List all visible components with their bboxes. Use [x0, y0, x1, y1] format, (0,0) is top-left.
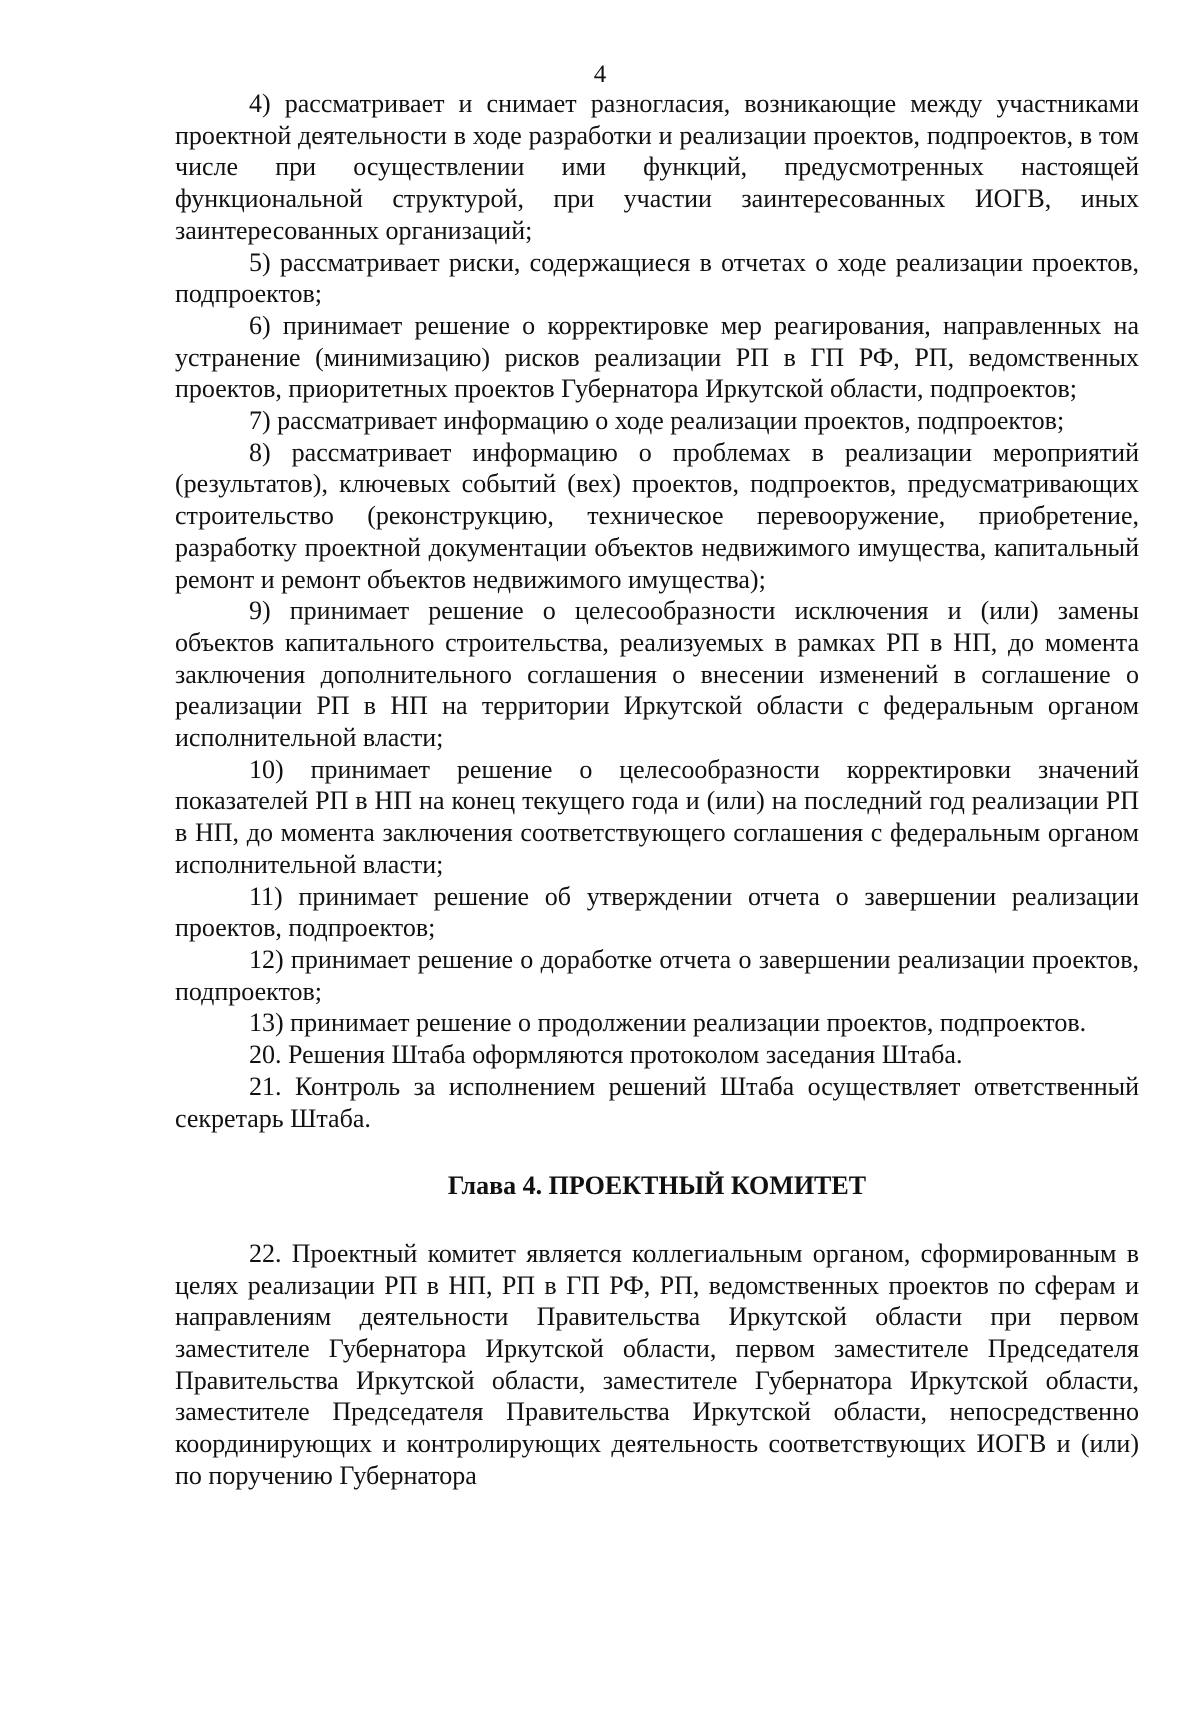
paragraph-item-6: 6) принимает решение о корректировке мер реагирования, направленных на устранение (минимизацию) рисков реализации РП в ГП РФ, РП, ведомственных проектов, приоритетных проектов Губернатора Иркутской области, подпроектов; — [175, 310, 1139, 404]
paragraph-clause-21: 21. Контроль за исполнением решений Штаба осуществляет ответственный секретарь Штаба. — [175, 1071, 1139, 1133]
page-number: 4 — [593, 61, 607, 88]
paragraph-item-8: 8) рассматривает информацию о проблемах в реализации мероприятий (результатов), ключевых событий (вех) проектов, подпроектов, предусматривающих строительство (реконструкцию, техническое перевооружение, приобретение, разработку проектной документации объектов недвижимого имущества, капитальный ремонт и ремонт объектов недвижимого имущества); — [175, 437, 1139, 594]
paragraph-item-9: 9) принимает решение о целесообразности исключения и (или) замены объектов капитального строительства, реализуемых в рамках РП в НП, до момента заключения дополнительного соглашения о внесении изменений в соглашение о реализации РП в НП на территории Иркутской области с федеральным органом исполнительной власти; — [175, 596, 1139, 753]
paragraph-item-13: 13) принимает решение о продолжении реализации проектов, подпроектов. — [249, 1008, 1087, 1038]
paragraph-item-4: 4) рассматривает и снимает разногласия, возникающие между участниками проектной деятельности в ходе разработки и реализации проектов, подпроектов, в том числе при осуществлении ими функций, предусмотренных настоящей функциональной структурой, при участии заинтересованных ИОГВ, иных заинтересованных организаций; — [175, 89, 1139, 245]
paragraph-clause-20: 20. Решения Штаба оформляются протоколом заседания Штаба. — [249, 1040, 963, 1070]
paragraph-item-12: 12) принимает решение о доработке отчета о завершении реализации проектов, подпроектов; — [175, 944, 1139, 1006]
document-body — [175, 88, 1139, 1492]
paragraph-item-11: 11) принимает решение об утверждении отчета о завершении реализации проектов, подпроектов; — [175, 881, 1139, 943]
paragraph-item-10: 10) принимает решение о целесообразности корректировки значений показателей РП в НП на конец текущего года и (или) на последний год реализации РП в НП, до момента заключения соответствующего соглашения с федеральным органом исполнительной власти; — [175, 754, 1139, 879]
chapter-heading: Глава 4. ПРОЕКТНЫЙ КОМИТЕТ — [447, 1171, 867, 1201]
paragraph-item-7: 7) рассматривает информацию о ходе реализации проектов, подпроектов; — [249, 406, 1065, 436]
paragraph-item-5: 5) рассматривает риски, содержащиеся в отчетах о ходе реализации проектов, подпроектов; — [175, 247, 1139, 309]
paragraph-clause-22: 22. Проектный комитет является коллегиальным органом, сформированным в целях реализации РП в НП, РП в ГП РФ, РП, ведомственных проектов по сферам и направлениям деятельности Правительства Иркутской области при первом заместителе Губернатора Иркутской области, первом заместителе Председателя Правительства Иркутской области, заместителе Губернатора Иркутской области, заместителе Председателя Правительства Иркутской области, непосредственно координирующих и контролирующих деятельность соответствующих ИОГВ и (или) по поручению Губернатора — [175, 1238, 1139, 1490]
